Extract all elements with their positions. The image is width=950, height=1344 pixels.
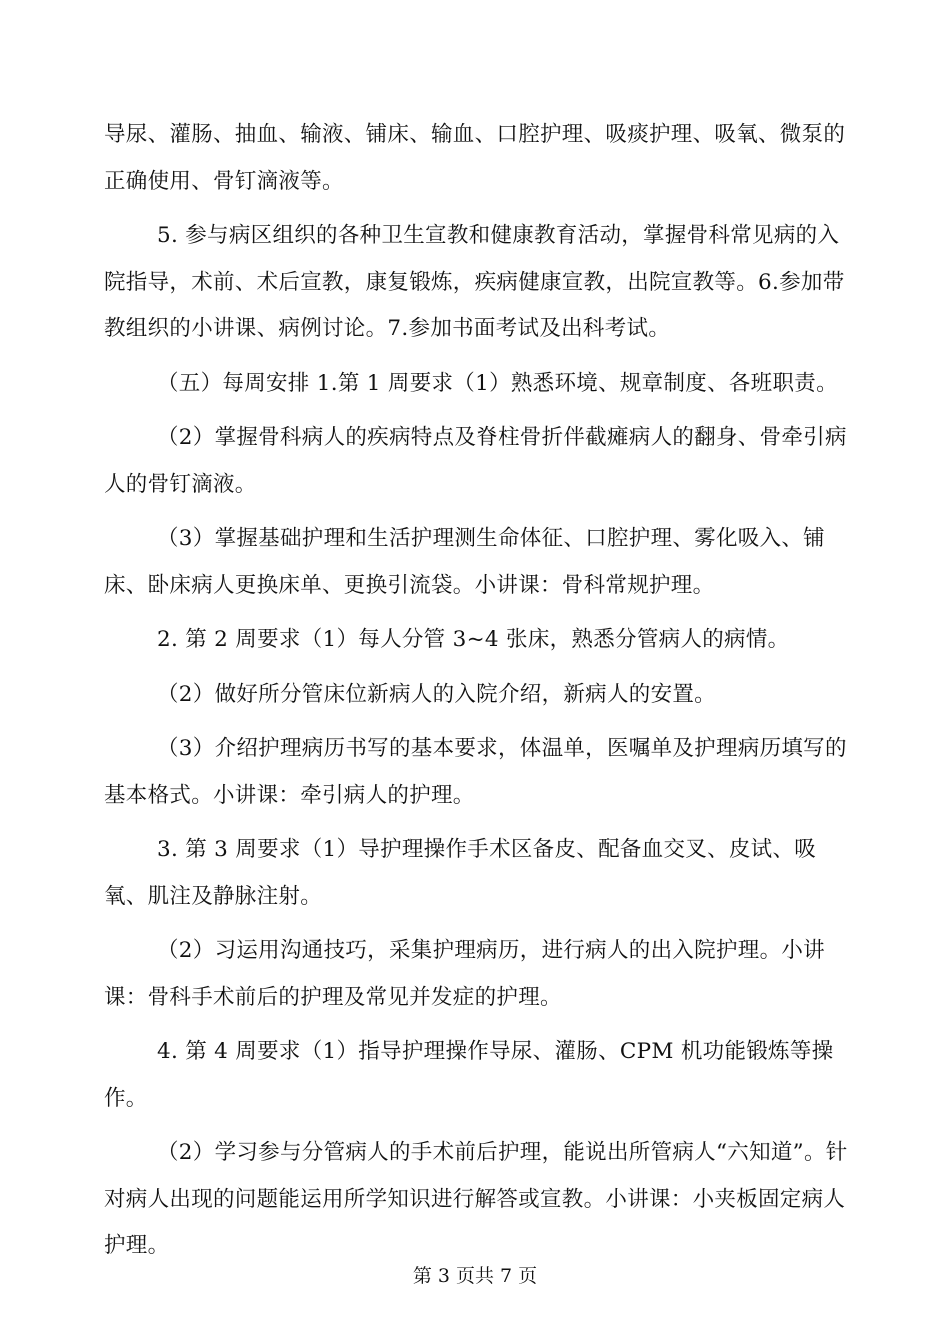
paragraph-week4-item2: （2）学习参与分管病人的手术前后护理，能说出所管病人“六知道”。针对病人出现的问题能运用所学知识进行解答或宣教。小讲课：小夹板固定病人护理。 bbox=[104, 1140, 848, 1258]
paragraph-health-education: 5. 参与病区组织的各种卫生宣教和健康教育活动，掌握骨科常见病的入院指导，术前、术后宣教，康复锻炼，疾病健康宣教，出院宣教等。6.参加带教组织的小讲课、病例讨论。7.参加书面考试及出科考试。 bbox=[104, 223, 845, 341]
paragraph-week3-item2: （2）习运用沟通技巧，采集护理病历，进行病人的出入院护理。小讲课：骨科手术前后的护理及常见并发症的护理。 bbox=[104, 938, 825, 1010]
paragraph-week2-item1: 2. 第 2 周要求（1）每人分管 3~4 张床，熟悉分管病人的病情。 bbox=[157, 627, 790, 652]
paragraph-week4-item1: 4. 第 4 周要求（1）指导护理操作导尿、灌肠、CPM 机功能锻炼等操作。 bbox=[104, 1039, 834, 1111]
paragraph-week2-item3: （3）介绍护理病历书写的基本要求，体温单，医嘱单及护理病历填写的基本格式。小讲课：牵引病人的护理。 bbox=[104, 736, 847, 808]
page-number-footer: 第 3 页共 7 页 bbox=[412, 1265, 538, 1287]
document-body bbox=[104, 112, 850, 1270]
paragraph-week2-item2: （2）做好所分管床位新病人的入院介绍，新病人的安置。 bbox=[157, 681, 716, 707]
paragraph-procedures-list: 导尿、灌肠、抽血、输液、铺床、输血、口腔护理、吸痰护理、吸氧、微泵的正确使用、骨钉滴液等。 bbox=[104, 122, 846, 194]
paragraph-week3-item1: 3. 第 3 周要求（1）导护理操作手术区备皮、配备血交叉、皮试、吸氧、肌注及静脉注射。 bbox=[104, 837, 817, 909]
paragraph-weekly-schedule-week1: （五）每周安排 1.第 1 周要求（1）熟悉环境、规章制度、各班职责。 bbox=[157, 370, 838, 396]
paragraph-week1-item2: （2）掌握骨科病人的疾病特点及脊柱骨折伴截瘫病人的翻身、骨牵引病人的骨钉滴液。 bbox=[104, 425, 847, 497]
paragraph-week1-item3: （3）掌握基础护理和生活护理测生命体征、口腔护理、雾化吸入、铺床、卧床病人更换床单、更换引流袋。小讲课：骨科常规护理。 bbox=[104, 526, 825, 598]
